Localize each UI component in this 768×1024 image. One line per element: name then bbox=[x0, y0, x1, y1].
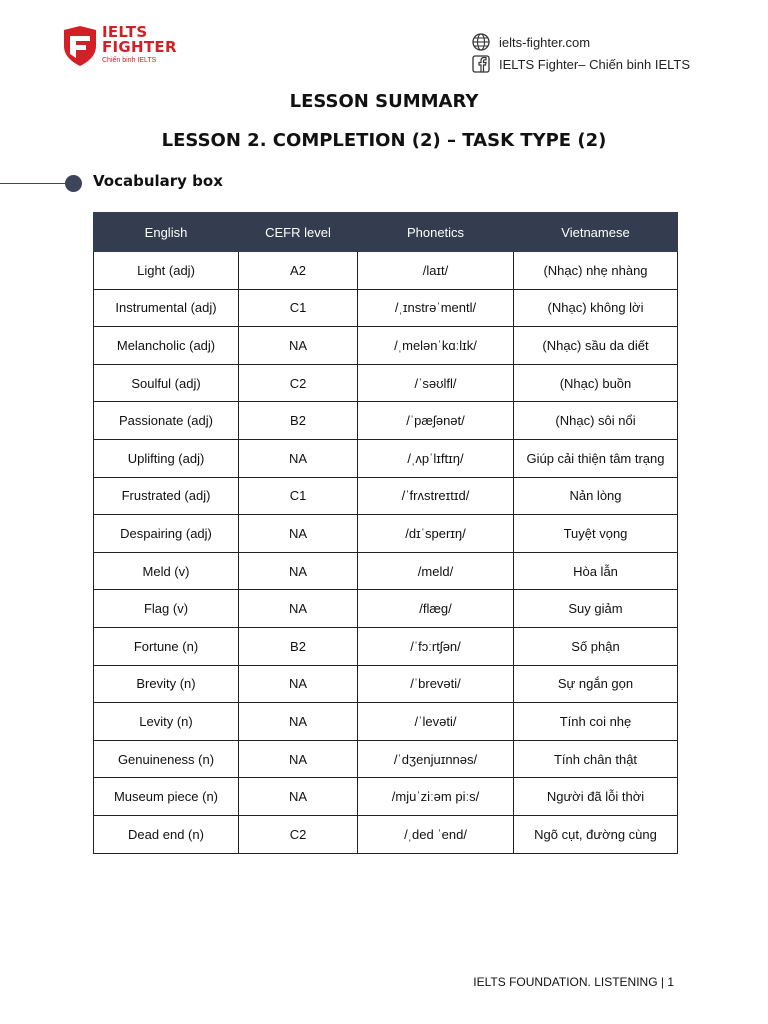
cell-english: Soulful (adj) bbox=[94, 364, 239, 402]
table-row bbox=[94, 703, 678, 741]
table-row bbox=[94, 439, 678, 477]
cell-vietnamese: Tuyệt vọng bbox=[514, 515, 678, 553]
cell-phonetics: /ˌded ˈend/ bbox=[358, 815, 514, 853]
table-row bbox=[94, 665, 678, 703]
cell-english: Fortune (n) bbox=[94, 627, 239, 665]
cell-vietnamese: Người đã lỗi thời bbox=[514, 778, 678, 816]
cell-english: Brevity (n) bbox=[94, 665, 239, 703]
cell-vietnamese: (Nhạc) sôi nổi bbox=[514, 402, 678, 440]
cell-english: Dead end (n) bbox=[94, 815, 239, 853]
cell-cefr-level: NA bbox=[239, 665, 358, 703]
ielts-fighter-logo bbox=[62, 23, 187, 68]
cell-english: Uplifting (adj) bbox=[94, 439, 239, 477]
table-row bbox=[94, 778, 678, 816]
cell-vietnamese: (Nhạc) không lời bbox=[514, 289, 678, 327]
cell-cefr-level: NA bbox=[239, 515, 358, 553]
table-row bbox=[94, 327, 678, 365]
cell-vietnamese: (Nhạc) sầu da diết bbox=[514, 327, 678, 365]
table-row bbox=[94, 364, 678, 402]
cell-english: Genuineness (n) bbox=[94, 740, 239, 778]
table-row bbox=[94, 477, 678, 515]
website-link[interactable]: ielts-fighter.com bbox=[499, 34, 591, 50]
cell-english: Museum piece (n) bbox=[94, 778, 239, 816]
cell-vietnamese: (Nhạc) nhẹ nhàng bbox=[514, 252, 678, 290]
cell-english: Passionate (adj) bbox=[94, 402, 239, 440]
facebook-icon bbox=[471, 54, 491, 74]
cell-phonetics: /ˈlevəti/ bbox=[358, 703, 514, 741]
cell-phonetics: /ˈsəʊlfl/ bbox=[358, 364, 514, 402]
globe-icon bbox=[471, 32, 491, 52]
cell-vietnamese: Tính coi nhẹ bbox=[514, 703, 678, 741]
cell-phonetics: /meld/ bbox=[358, 552, 514, 590]
cell-phonetics: /ˈbrevəti/ bbox=[358, 665, 514, 703]
cell-phonetics: /ˈfɔːrtʃən/ bbox=[358, 627, 514, 665]
vocabulary-table bbox=[93, 212, 678, 854]
cell-cefr-level: NA bbox=[239, 439, 358, 477]
page-title: LESSON SUMMARY bbox=[289, 91, 479, 112]
cell-phonetics: /flæɡ/ bbox=[358, 590, 514, 628]
cell-english: Levity (n) bbox=[94, 703, 239, 741]
page-footer: IELTS FOUNDATION. LISTENING | 1 bbox=[473, 975, 674, 989]
cell-english: Light (adj) bbox=[94, 252, 239, 290]
cell-cefr-level: C1 bbox=[239, 289, 358, 327]
cell-vietnamese: Tính chân thật bbox=[514, 740, 678, 778]
table-row bbox=[94, 590, 678, 628]
cell-phonetics: /ˌmelənˈkɑːlɪk/ bbox=[358, 327, 514, 365]
cell-cefr-level: C2 bbox=[239, 364, 358, 402]
cell-english: Despairing (adj) bbox=[94, 515, 239, 553]
cell-vietnamese: Nản lòng bbox=[514, 477, 678, 515]
website-row[interactable] bbox=[471, 32, 690, 52]
cell-cefr-level: NA bbox=[239, 703, 358, 741]
column-header-vietnamese: Vietnamese bbox=[514, 213, 678, 252]
cell-phonetics: /ˈfrʌstreɪtɪd/ bbox=[358, 477, 514, 515]
cell-vietnamese: Ngõ cụt, đường cùng bbox=[514, 815, 678, 853]
logo-wordmark: IELTS FIGHTER bbox=[102, 23, 177, 56]
cell-cefr-level: NA bbox=[239, 740, 358, 778]
column-header-phonetics: Phonetics bbox=[358, 213, 514, 252]
facebook-row[interactable] bbox=[471, 54, 690, 74]
cell-english: Frustrated (adj) bbox=[94, 477, 239, 515]
cell-cefr-level: NA bbox=[239, 778, 358, 816]
cell-vietnamese: Giúp cải thiện tâm trạng bbox=[514, 439, 678, 477]
table-row bbox=[94, 627, 678, 665]
cell-cefr-level: B2 bbox=[239, 402, 358, 440]
cell-phonetics: /mjuˈziːəm piːs/ bbox=[358, 778, 514, 816]
cell-vietnamese: Suy giảm bbox=[514, 590, 678, 628]
cell-phonetics: /ˈdʒenjuɪnnəs/ bbox=[358, 740, 514, 778]
cell-cefr-level: C1 bbox=[239, 477, 358, 515]
cell-english: Instrumental (adj) bbox=[94, 289, 239, 327]
cell-english: Flag (v) bbox=[94, 590, 239, 628]
cell-phonetics: /ˌɪnstrəˈmentl/ bbox=[358, 289, 514, 327]
table-row bbox=[94, 552, 678, 590]
table-row bbox=[94, 515, 678, 553]
cell-cefr-level: NA bbox=[239, 327, 358, 365]
table-row bbox=[94, 252, 678, 290]
table-header-row bbox=[94, 213, 678, 252]
cell-vietnamese: Sự ngắn gọn bbox=[514, 665, 678, 703]
section-bullet-icon bbox=[65, 175, 82, 192]
column-header-cefr: CEFR level bbox=[239, 213, 358, 252]
logo-tagline: Chiến binh IELTS bbox=[102, 57, 157, 64]
section-divider-line bbox=[0, 183, 66, 184]
table-row bbox=[94, 815, 678, 853]
cell-vietnamese: Hòa lẫn bbox=[514, 552, 678, 590]
cell-cefr-level: A2 bbox=[239, 252, 358, 290]
table-body bbox=[94, 252, 678, 854]
table-row bbox=[94, 402, 678, 440]
table-row bbox=[94, 740, 678, 778]
cell-cefr-level: NA bbox=[239, 552, 358, 590]
cell-english: Meld (v) bbox=[94, 552, 239, 590]
cell-phonetics: /ˌʌpˈlɪftɪŋ/ bbox=[358, 439, 514, 477]
cell-vietnamese: Số phận bbox=[514, 627, 678, 665]
column-header-english: English bbox=[94, 213, 239, 252]
cell-phonetics: /dɪˈsperɪŋ/ bbox=[358, 515, 514, 553]
contact-info bbox=[471, 32, 690, 76]
cell-phonetics: /ˈpæʃənət/ bbox=[358, 402, 514, 440]
cell-cefr-level: C2 bbox=[239, 815, 358, 853]
cell-vietnamese: (Nhạc) buồn bbox=[514, 364, 678, 402]
cell-cefr-level: B2 bbox=[239, 627, 358, 665]
cell-english: Melancholic (adj) bbox=[94, 327, 239, 365]
lesson-title: LESSON 2. COMPLETION (2) – TASK TYPE (2) bbox=[161, 130, 607, 151]
section-heading: Vocabulary box bbox=[93, 172, 223, 190]
logo-shield-icon bbox=[62, 26, 98, 66]
cell-cefr-level: NA bbox=[239, 590, 358, 628]
facebook-link[interactable]: IELTS Fighter– Chiến binh IELTS bbox=[499, 56, 691, 72]
table-row bbox=[94, 289, 678, 327]
cell-phonetics: /laɪt/ bbox=[358, 252, 514, 290]
